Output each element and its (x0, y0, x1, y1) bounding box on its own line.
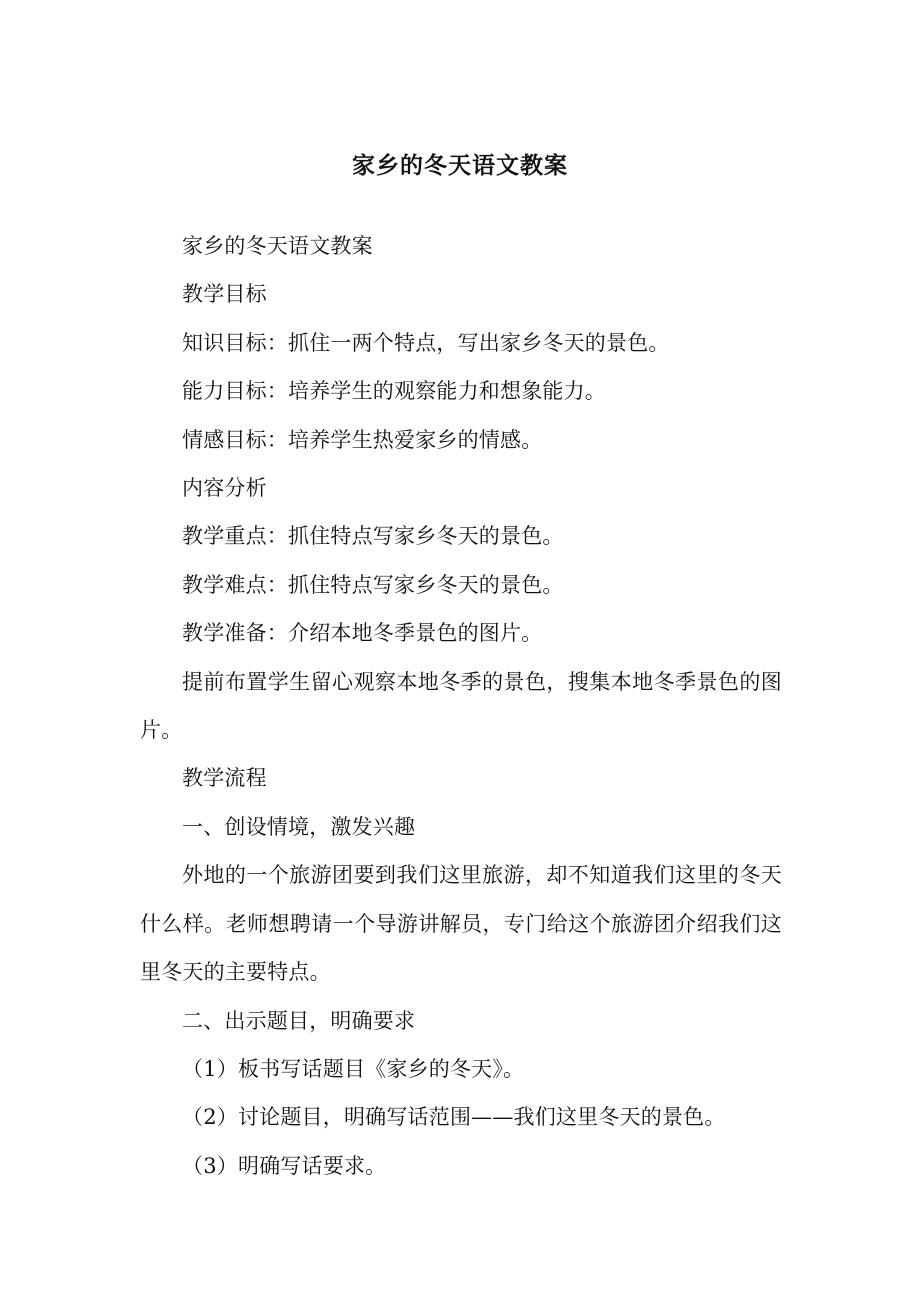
document-title: 家乡的冬天语文教案 (352, 153, 568, 179)
paragraph-difficulty: 教学难点：抓住特点写家乡冬天的景色。 (182, 572, 564, 597)
paragraph-step-two-heading: 二、出示题目，明确要求 (182, 1008, 416, 1033)
paragraph-key-point: 教学重点：抓住特点写家乡冬天的景色。 (182, 524, 564, 549)
paragraph-heading-analysis: 内容分析 (182, 476, 267, 501)
paragraph-knowledge-objective: 知识目标：抓住一两个特点，写出家乡冬天的景色。 (182, 330, 670, 355)
paragraph-step-two-item-2: （2）讨论题目，明确写话范围——我们这里冬天的景色。 (182, 1105, 726, 1130)
paragraph-advance-assignment: 提前布置学生留心观察本地冬季的景色，搜集本地冬季景色的图片。 (140, 669, 782, 743)
document-body (140, 222, 782, 1190)
paragraph-heading-objectives: 教学目标 (182, 282, 267, 307)
paragraph-preparation: 教学准备：介绍本地冬季景色的图片。 (182, 621, 543, 646)
paragraph-step-two-item-3: （3）明确写话要求。 (182, 1153, 387, 1178)
paragraph-ability-objective: 能力目标：培养学生的观察能力和想象能力。 (182, 379, 606, 404)
paragraph-step-two-item-1: （1）板书写话题目《家乡的冬天》。 (182, 1056, 525, 1081)
paragraph-emotion-objective: 情感目标：培养学生热爱家乡的情感。 (182, 427, 543, 452)
paragraph-step-one-body: 外地的一个旅游团要到我们这里旅游，却不知道我们这里的冬天什么样。老师想聘请一个导游讲解员，专门给这个旅游团介绍我们这里冬天的主要特点。 (140, 863, 782, 985)
paragraph-subtitle: 家乡的冬天语文教案 (182, 234, 373, 258)
paragraph-step-one-heading: 一、创设情境，激发兴趣 (182, 814, 416, 839)
paragraph-heading-process: 教学流程 (182, 766, 267, 791)
